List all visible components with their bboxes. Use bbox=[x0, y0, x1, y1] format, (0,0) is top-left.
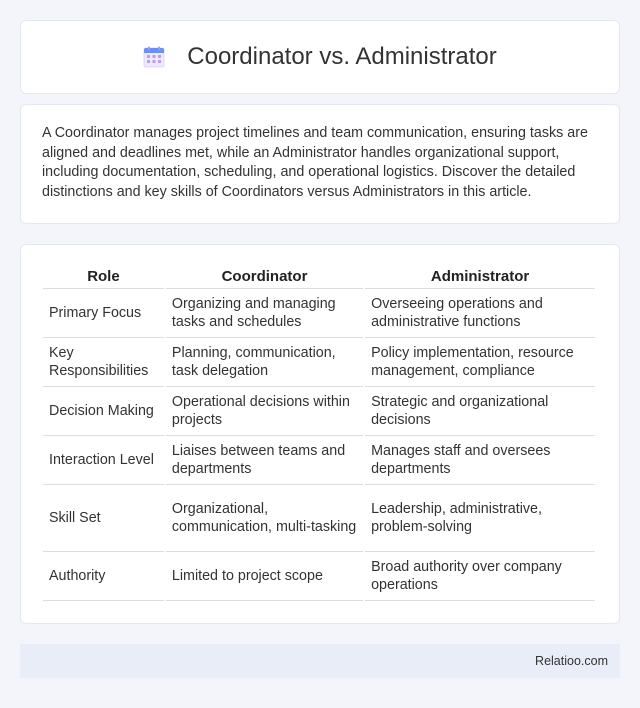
table-row bbox=[43, 436, 595, 485]
table-row bbox=[43, 552, 595, 601]
administrator-cell: Strategic and organizational decisions bbox=[365, 387, 595, 436]
intro-paragraph: A Coordinator manages project timelines and team communication, ensuring tasks are aligned and deadlines met, while an Administrator handles organizational support, including documentation, scheduling, and operational logistics. Discover the detailed distinctions and key skills of Coordinators versus Administrators in this article. bbox=[42, 125, 588, 200]
coordinator-cell: Organizing and managing tasks and schedules bbox=[166, 289, 363, 338]
table-row bbox=[43, 338, 595, 387]
row-label: Decision Making bbox=[43, 387, 164, 436]
administrator-cell: Overseeing operations and administrative functions bbox=[365, 289, 595, 338]
coordinator-cell: Limited to project scope bbox=[166, 552, 363, 601]
coordinator-cell: Organizational, communication, multi-tasking bbox=[166, 485, 363, 552]
row-label: Authority bbox=[43, 552, 164, 601]
coordinator-cell: Planning, communication, task delegation bbox=[166, 338, 363, 387]
table-row bbox=[43, 387, 595, 436]
row-label: Key Responsibilities bbox=[43, 338, 164, 387]
calendar-icon bbox=[143, 46, 165, 68]
footer-brand: Relatioo.com bbox=[535, 654, 608, 668]
title-card bbox=[20, 20, 620, 94]
administrator-cell: Policy implementation, resource management, compliance bbox=[365, 338, 595, 387]
comparison-card bbox=[20, 244, 620, 624]
row-label: Interaction Level bbox=[43, 436, 164, 485]
administrator-cell: Leadership, administrative, problem-solving bbox=[365, 485, 595, 552]
column-header-role: Role bbox=[43, 265, 164, 289]
row-label: Skill Set bbox=[43, 485, 164, 552]
comparison-table bbox=[41, 265, 597, 601]
page-title: Coordinator vs. Administrator bbox=[187, 43, 497, 70]
administrator-cell: Broad authority over company operations bbox=[365, 552, 595, 601]
column-header-coordinator: Coordinator bbox=[166, 265, 363, 289]
intro-card bbox=[20, 104, 620, 224]
column-header-administrator: Administrator bbox=[365, 265, 595, 289]
coordinator-cell: Operational decisions within projects bbox=[166, 387, 363, 436]
table-row bbox=[43, 289, 595, 338]
table-header-row bbox=[43, 265, 595, 289]
table-row bbox=[43, 485, 595, 552]
administrator-cell: Manages staff and oversees departments bbox=[365, 436, 595, 485]
footer bbox=[20, 644, 620, 678]
coordinator-cell: Liaises between teams and departments bbox=[166, 436, 363, 485]
row-label: Primary Focus bbox=[43, 289, 164, 338]
